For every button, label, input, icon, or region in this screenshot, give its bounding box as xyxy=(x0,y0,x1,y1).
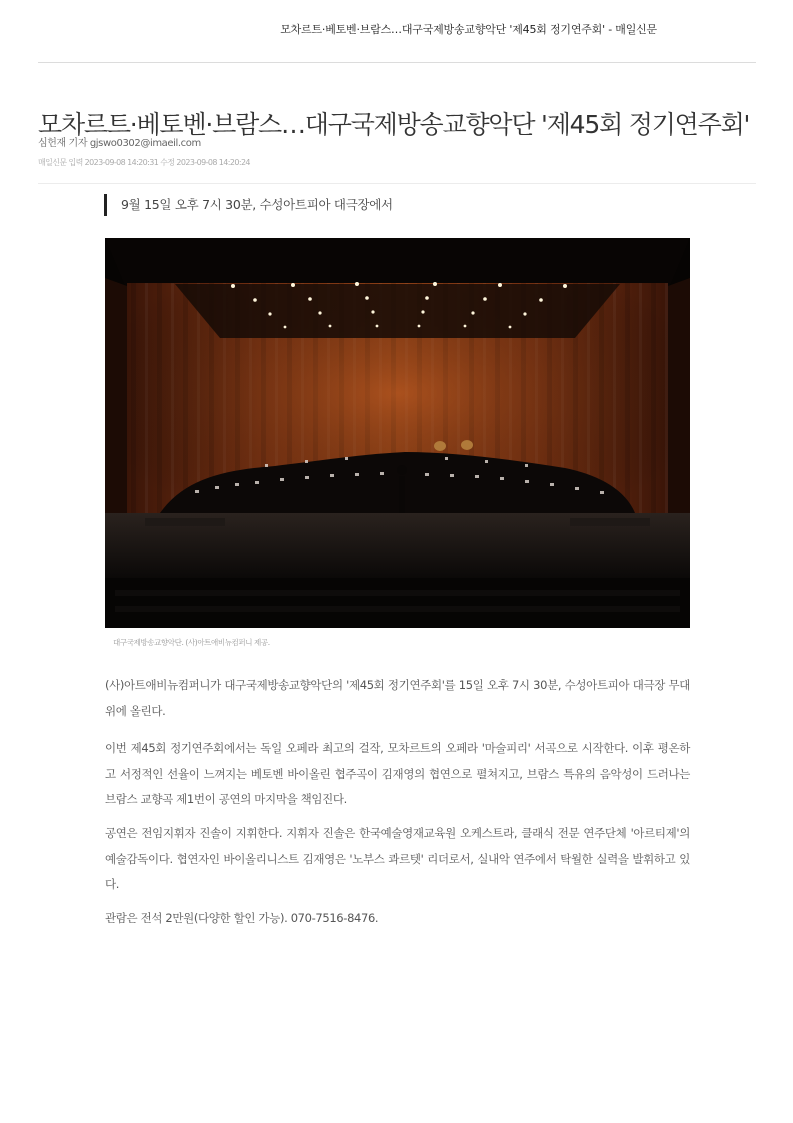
article-paragraph: 이번 제45회 정기연주회에서는 독일 오페라 최고의 걸작, 모차르트의 오페라 '마술피리' 서곡으로 시작한다. 이후 평온하고 서정적인 선율이 느껴지는 베토벤 바이올린 협주곡이 김재영의 협연으로 펼쳐지고, 브람스 특유의 음악성이 드러나는 브람스 교향곡 제1번이 공연의 마지막을 책임진다. xyxy=(105,741,690,806)
article-paragraph: (사)아트애비뉴컴퍼니가 대구국제방송교향악단의 '제45회 정기연주회'를 15일 오후 7시 30분, 수성아트피아 대극장 무대 위에 올린다. xyxy=(105,678,690,718)
header-divider xyxy=(38,62,756,63)
photo-caption: 대구국제방송교향악단. (사)아트애비뉴컴퍼니 제공. xyxy=(113,638,270,647)
article-photo xyxy=(105,238,690,628)
article-paragraph: 관람은 전석 2만원(다양한 할인 가능). 070-7516-8476. xyxy=(105,911,379,925)
article-headline: 모차르트·베토벤·브람스…대구국제방송교향악단 '제45회 정기연주회' xyxy=(38,109,750,139)
meta-divider xyxy=(38,183,756,184)
article-paragraph: 공연은 전임지휘자 진솔이 지휘한다. 지휘자 진솔은 한국예술영재교육원 오케스트라, 클래식 전문 연주단체 '아르티제'의 예술감독이다. 협연자인 바이올리니스트 김재영은 '노부스 콰르텟' 리더로서, 실내악 연주에서 탁월한 실력을 발휘하고 있다. xyxy=(105,826,690,891)
concert-hall-photo xyxy=(105,238,690,628)
article-dates: 매일신문 입력 2023-09-08 14:20:31 수정 2023-09-08 14:20:24 xyxy=(38,158,250,167)
article-byline[interactable]: 심헌재 기자 gjswo0302@imaeil.com xyxy=(38,138,201,149)
browser-page-title: 모차르트·베토벤·브람스…대구국제방송교향악단 '제45회 정기연주회' - 매일신문 xyxy=(280,23,657,36)
article-subhead: 9월 15일 오후 7시 30분, 수성아트피아 대극장에서 xyxy=(104,194,393,216)
